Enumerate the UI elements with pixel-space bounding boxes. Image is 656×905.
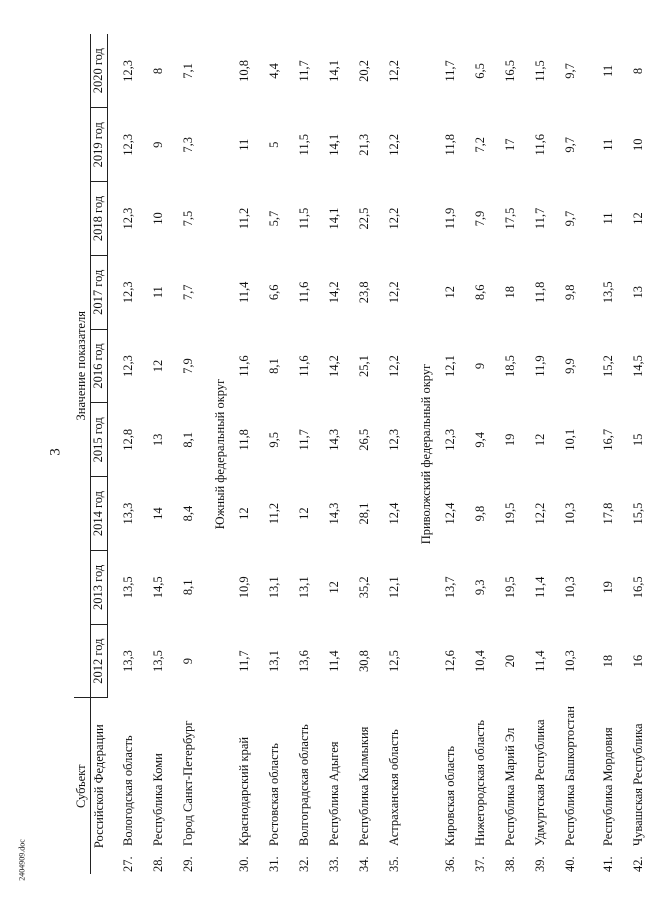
page-number: 3 bbox=[47, 448, 64, 456]
indicator-value: 9,8 bbox=[473, 505, 487, 522]
indicator-value: 28,1 bbox=[357, 502, 371, 525]
indicator-value: 10,1 bbox=[563, 428, 577, 451]
indicator-value: 11,6 bbox=[237, 355, 251, 377]
indicator-value: 12,2 bbox=[387, 207, 401, 230]
table-row bbox=[528, 34, 558, 874]
indicator-value: 11,6 bbox=[297, 355, 311, 377]
indicator-value: 14,5 bbox=[631, 355, 645, 377]
indicator-value: 10 bbox=[631, 138, 645, 151]
table-row bbox=[382, 34, 412, 874]
table-row bbox=[146, 34, 176, 874]
indicator-value: 13,3 bbox=[121, 502, 135, 525]
year-header: 2018 год bbox=[91, 182, 108, 256]
subject-header-line2: Российской Федерации bbox=[91, 698, 108, 874]
indicator-value: 12 bbox=[237, 507, 251, 520]
indicator-value: 11,2 bbox=[267, 502, 281, 525]
indicator-value: 11,7 bbox=[443, 60, 457, 82]
indicator-value: 14,2 bbox=[327, 281, 341, 304]
indicator-value: 12,4 bbox=[387, 502, 401, 525]
subject-name: Кировская область bbox=[443, 745, 457, 846]
indicator-value: 10 bbox=[151, 212, 165, 225]
indicator-value: 19 bbox=[503, 433, 517, 447]
indicator-value: 10,4 bbox=[473, 650, 487, 673]
indicator-value: 14,1 bbox=[327, 133, 341, 156]
row-number: 37. bbox=[473, 856, 487, 872]
indicator-value: 20 bbox=[503, 654, 517, 668]
indicator-value: 9 bbox=[473, 362, 487, 370]
indicator-value: 13,1 bbox=[267, 576, 281, 599]
indicator-value: 18 bbox=[601, 654, 615, 668]
indicator-value: 19,5 bbox=[503, 576, 517, 599]
indicator-value: 9,9 bbox=[563, 358, 577, 374]
indicator-value: 16,5 bbox=[503, 60, 517, 82]
indicator-value: 12,2 bbox=[387, 60, 401, 82]
row-number: 36. bbox=[443, 856, 457, 872]
table-row bbox=[176, 34, 206, 874]
row-number: 27. bbox=[121, 856, 135, 872]
indicator-value: 17,8 bbox=[601, 502, 615, 525]
indicator-value: 18 bbox=[503, 286, 517, 299]
subject-name: Республика Марий Эл bbox=[503, 727, 517, 846]
indicator-value: 13,7 bbox=[443, 576, 457, 599]
indicator-value: 7,2 bbox=[473, 136, 487, 153]
table-row bbox=[498, 34, 528, 874]
row-number: 40. bbox=[563, 856, 577, 872]
subject-name: Астраханская область bbox=[387, 729, 401, 846]
indicator-value: 7,5 bbox=[181, 210, 195, 227]
indicator-value: 6,5 bbox=[473, 63, 487, 79]
indicator-value: 11,8 bbox=[443, 134, 457, 156]
table-row bbox=[558, 34, 596, 874]
indicator-value: 7,7 bbox=[181, 284, 195, 301]
indicator-value: 26,5 bbox=[357, 428, 371, 451]
indicator-value: 7,1 bbox=[181, 63, 195, 79]
indicator-value: 14,3 bbox=[327, 428, 341, 451]
indicator-value: 14,1 bbox=[327, 60, 341, 82]
indicator-value: 11,4 bbox=[533, 650, 547, 672]
table-row bbox=[322, 34, 352, 874]
subject-name: Вологодская область bbox=[121, 735, 135, 846]
row-number: 31. bbox=[267, 856, 281, 872]
indicator-value: 11 bbox=[601, 64, 615, 77]
indicator-value: 25,1 bbox=[357, 355, 371, 377]
indicator-value: 11,8 bbox=[533, 281, 547, 303]
indicator-value: 13,1 bbox=[267, 650, 281, 673]
indicator-value: 13 bbox=[151, 433, 165, 447]
indicator-value: 9 bbox=[181, 657, 195, 665]
indicator-value: 14,2 bbox=[327, 355, 341, 377]
indicator-value: 9,7 bbox=[563, 210, 577, 227]
indicator-value: 12 bbox=[533, 433, 547, 447]
indicator-value: 4,4 bbox=[267, 63, 281, 79]
subject-name: Удмуртская Республика bbox=[533, 719, 547, 846]
row-number: 41. bbox=[601, 856, 615, 872]
indicator-value: 10,8 bbox=[237, 60, 251, 82]
subject-name: Нижегородская область bbox=[473, 720, 487, 846]
year-header: 2016 год bbox=[91, 329, 108, 403]
rotated-table-container bbox=[74, 34, 645, 874]
subject-name: Республика Адыгея bbox=[327, 741, 341, 846]
year-header: 2014 год bbox=[91, 477, 108, 551]
subject-name: Волгоградская область bbox=[297, 724, 311, 846]
indicator-value: 14 bbox=[151, 507, 165, 520]
indicator-value: 11,5 bbox=[297, 134, 311, 156]
indicator-value: 17,5 bbox=[503, 207, 517, 230]
indicator-value: 21,3 bbox=[357, 133, 371, 156]
year-header: 2017 год bbox=[91, 255, 108, 329]
indicator-table bbox=[74, 34, 656, 874]
indicator-value: 9,7 bbox=[563, 136, 577, 153]
row-number: 33. bbox=[327, 856, 341, 872]
indicator-value: 9,7 bbox=[563, 63, 577, 79]
indicator-value: 12,3 bbox=[121, 281, 135, 304]
indicator-value: 5,7 bbox=[267, 210, 281, 227]
indicator-value: 8,1 bbox=[181, 579, 195, 596]
indicator-value: 11,6 bbox=[533, 134, 547, 156]
indicator-value: 11 bbox=[601, 138, 615, 151]
indicator-value: 12,4 bbox=[443, 502, 457, 525]
indicator-value: 19 bbox=[601, 581, 615, 594]
table-row bbox=[232, 34, 262, 874]
indicator-value: 12,3 bbox=[387, 428, 401, 451]
indicator-value: 12,3 bbox=[121, 133, 135, 156]
indicator-value: 15,2 bbox=[601, 355, 615, 377]
district-title: Южный федеральный округ bbox=[213, 378, 228, 530]
indicator-value: 12 bbox=[151, 359, 165, 373]
indicator-value: 15,5 bbox=[631, 502, 645, 525]
indicator-value: 20,2 bbox=[357, 60, 371, 82]
indicator-value: 12 bbox=[297, 507, 311, 520]
indicator-value: 12,5 bbox=[387, 650, 401, 673]
indicator-value: 9,5 bbox=[267, 432, 281, 448]
row-number: 35. bbox=[387, 856, 401, 872]
district-group-row bbox=[412, 34, 438, 874]
spacer-row bbox=[108, 34, 117, 874]
indicator-value: 9 bbox=[151, 141, 165, 148]
indicator-value: 11,4 bbox=[237, 281, 251, 303]
indicator-value: 12,1 bbox=[387, 576, 401, 599]
indicator-value: 12,6 bbox=[443, 650, 457, 673]
indicator-value: 13,3 bbox=[121, 650, 135, 673]
header-row-top bbox=[74, 34, 91, 874]
indicator-value: 23,8 bbox=[357, 281, 371, 304]
table-row bbox=[262, 34, 292, 874]
indicator-value: 16,5 bbox=[631, 576, 645, 599]
indicator-value: 11 bbox=[151, 286, 165, 299]
indicator-value: 13,5 bbox=[601, 281, 615, 304]
indicator-value: 13,6 bbox=[297, 650, 311, 673]
table-row bbox=[116, 34, 146, 874]
indicator-value: 14,3 bbox=[327, 502, 341, 525]
indicator-value: 12,3 bbox=[443, 428, 457, 451]
subject-name: Республика Башкортостан bbox=[563, 706, 577, 846]
indicator-value: 15 bbox=[631, 433, 645, 447]
indicator-value: 6,6 bbox=[267, 284, 281, 301]
row-number: 38. bbox=[503, 856, 517, 872]
indicator-value: 10,3 bbox=[563, 502, 577, 525]
row-number: 42. bbox=[631, 856, 645, 872]
indicator-value: 12,1 bbox=[443, 355, 457, 377]
indicator-value: 8 bbox=[631, 67, 645, 75]
indicator-value: 14,5 bbox=[151, 576, 165, 599]
indicator-value: 35,2 bbox=[357, 576, 371, 599]
year-header: 2020 год bbox=[91, 34, 108, 108]
indicator-value: 11,4 bbox=[533, 576, 547, 599]
subject-name: Республика Мордовия bbox=[601, 727, 615, 846]
indicator-value: 18,5 bbox=[503, 355, 517, 377]
indicator-value: 14,1 bbox=[327, 207, 341, 230]
header-row-years bbox=[91, 34, 108, 874]
row-number: 30. bbox=[237, 856, 251, 872]
indicator-value: 5 bbox=[267, 141, 281, 148]
indicator-value: 13 bbox=[631, 286, 645, 299]
year-header: 2013 год bbox=[91, 550, 108, 624]
indicator-value: 11 bbox=[237, 138, 251, 151]
indicator-value: 11,7 bbox=[237, 650, 251, 672]
indicator-value: 10,9 bbox=[237, 576, 251, 599]
indicator-value: 19,5 bbox=[503, 502, 517, 525]
indicator-value: 11 bbox=[601, 212, 615, 225]
indicator-value: 11,9 bbox=[443, 207, 457, 230]
indicator-value: 11,4 bbox=[327, 650, 341, 672]
indicator-value: 12,2 bbox=[387, 355, 401, 377]
indicator-value: 9,4 bbox=[473, 432, 487, 448]
indicator-value: 30,8 bbox=[357, 650, 371, 673]
indicator-value: 11,9 bbox=[533, 355, 547, 377]
indicator-value: 12 bbox=[443, 286, 457, 299]
indicator-value: 8,4 bbox=[181, 505, 195, 522]
indicator-value: 16 bbox=[631, 654, 645, 668]
indicator-value: 8,1 bbox=[181, 432, 195, 448]
table-row bbox=[438, 34, 468, 874]
indicator-value: 17 bbox=[503, 138, 517, 151]
indicator-value: 12,8 bbox=[121, 428, 135, 451]
indicator-value: 11,2 bbox=[237, 207, 251, 230]
year-header: 2012 год bbox=[91, 624, 108, 698]
indicator-value: 11,7 bbox=[297, 60, 311, 82]
district-title: Приволжский федеральный округ bbox=[419, 363, 434, 545]
values-header: Значение показателя bbox=[74, 34, 91, 698]
table-row bbox=[352, 34, 382, 874]
indicator-value: 10,3 bbox=[563, 650, 577, 673]
subject-name: Краснодарский край bbox=[237, 736, 251, 846]
indicator-value: 10,3 bbox=[563, 576, 577, 599]
row-number: 32. bbox=[297, 856, 311, 872]
indicator-value: 9,3 bbox=[473, 579, 487, 596]
indicator-value: 11,8 bbox=[237, 429, 251, 451]
indicator-value: 12,2 bbox=[533, 502, 547, 525]
table-row bbox=[292, 34, 322, 874]
table-body bbox=[108, 34, 656, 874]
row-number: 29. bbox=[181, 856, 195, 872]
indicator-value: 12 bbox=[327, 581, 341, 594]
indicator-value: 12,2 bbox=[387, 281, 401, 304]
indicator-value: 8,1 bbox=[267, 358, 281, 374]
indicator-value: 11,6 bbox=[297, 281, 311, 303]
indicator-value: 12,3 bbox=[121, 207, 135, 230]
subject-name: Город Санкт-Петербург bbox=[181, 720, 195, 846]
indicator-value: 7,9 bbox=[473, 210, 487, 227]
year-header: 2019 год bbox=[91, 108, 108, 182]
indicator-value: 13,5 bbox=[121, 576, 135, 599]
indicator-value: 13,5 bbox=[151, 650, 165, 673]
document-file-code: 2404909.doc bbox=[17, 839, 27, 881]
indicator-value: 12,2 bbox=[387, 133, 401, 156]
row-number: 28. bbox=[151, 856, 165, 872]
indicator-value: 12,3 bbox=[121, 355, 135, 377]
table-row bbox=[626, 34, 656, 874]
row-number: 39. bbox=[533, 856, 547, 872]
indicator-value: 16,7 bbox=[601, 428, 615, 451]
indicator-value: 22,5 bbox=[357, 207, 371, 230]
year-header: 2015 год bbox=[91, 403, 108, 477]
indicator-value: 7,3 bbox=[181, 136, 195, 153]
subject-header-line1: Субъект bbox=[74, 698, 91, 874]
table-row bbox=[468, 34, 498, 874]
indicator-value: 11,7 bbox=[533, 207, 547, 230]
indicator-value: 9,8 bbox=[563, 284, 577, 301]
indicator-value: 8,6 bbox=[473, 284, 487, 301]
subject-name: Республика Калмыкия bbox=[357, 726, 371, 846]
subject-name: Ростовская область bbox=[267, 743, 281, 846]
indicator-value: 7,9 bbox=[181, 358, 195, 374]
indicator-value: 13,1 bbox=[297, 576, 311, 599]
indicator-value: 12 bbox=[631, 212, 645, 225]
subject-name: Чувашская Республика bbox=[631, 723, 645, 846]
row-number: 34. bbox=[357, 856, 371, 872]
indicator-value: 8 bbox=[151, 67, 165, 75]
indicator-value: 12,3 bbox=[121, 60, 135, 82]
indicator-value: 11,7 bbox=[297, 429, 311, 451]
subject-name: Республика Коми bbox=[151, 753, 165, 846]
table-row bbox=[596, 34, 626, 874]
spacer-cell bbox=[108, 34, 117, 874]
indicator-value: 11,5 bbox=[533, 60, 547, 82]
indicator-value: 11,5 bbox=[297, 207, 311, 230]
district-group-row bbox=[206, 34, 232, 874]
